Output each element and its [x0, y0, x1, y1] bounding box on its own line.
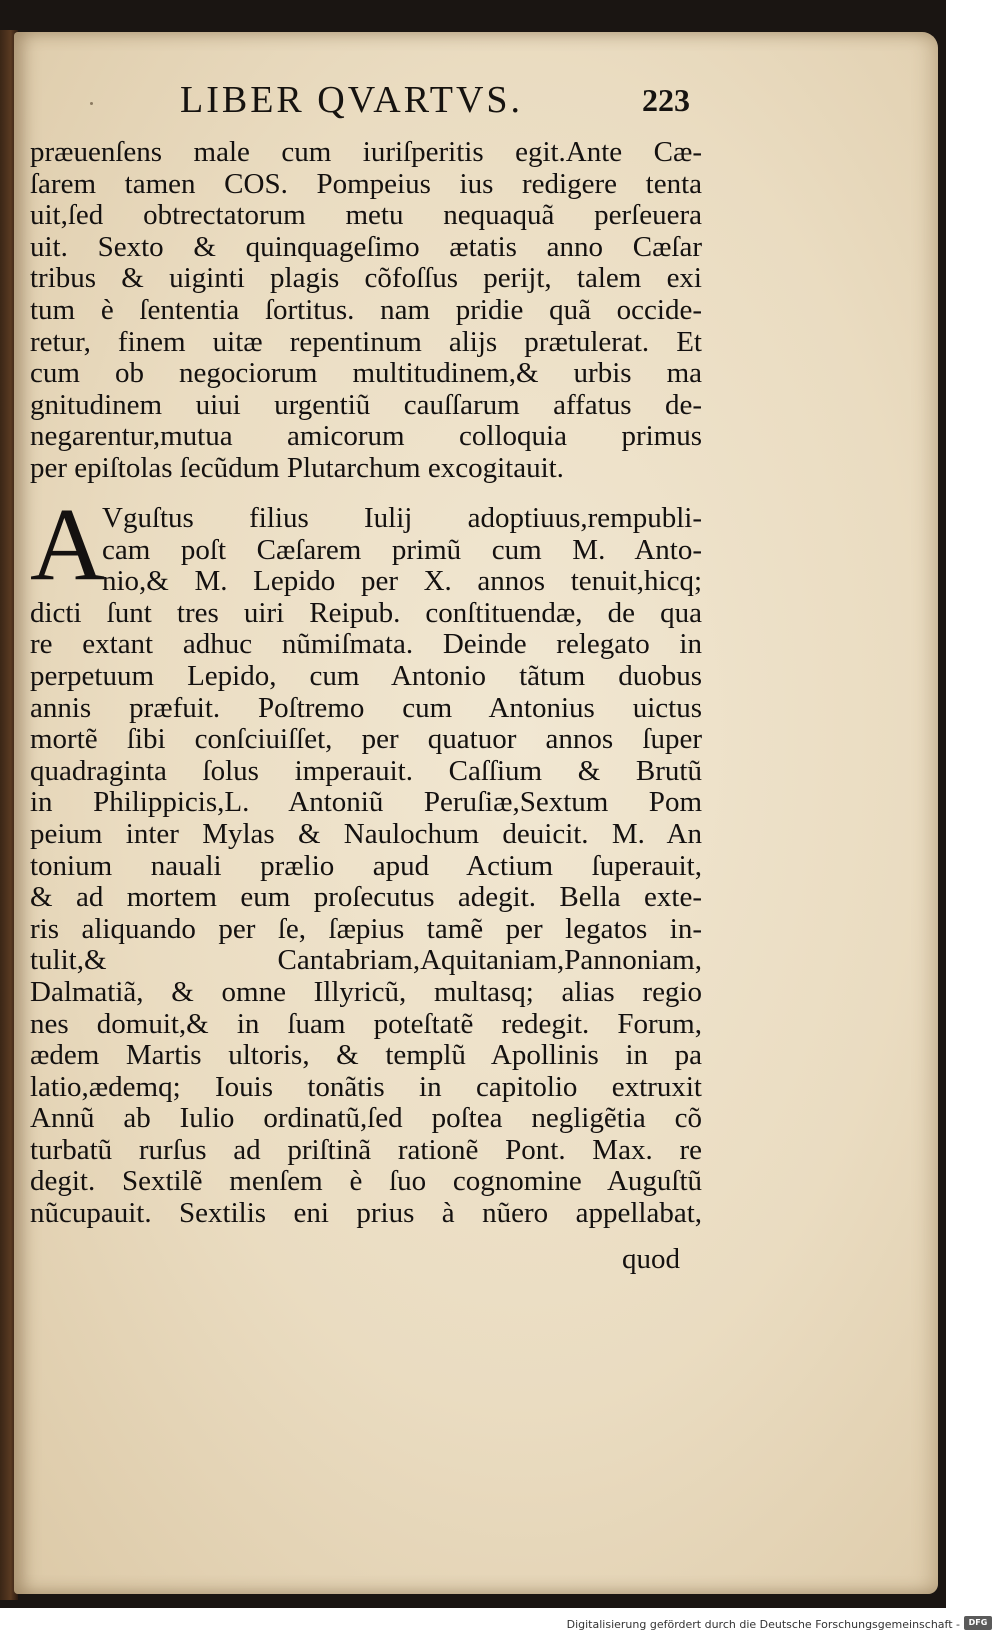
- text-line: ris aliquando per ſe, ſæpius tamẽ per legatos in-: [30, 913, 702, 945]
- text-line: dicti ſunt tres uiri Reipub. conſtituendæ, de qua: [30, 597, 702, 629]
- text-line: cum ob negociorum multitudinem,& urbis ma: [30, 358, 702, 390]
- text-line: Dalmatiã, & omne Illyricũ, multasq; alias regio: [30, 976, 702, 1008]
- paragraph-1: [30, 137, 702, 485]
- text-line: ædem Martis ultoris, & templũ Apollinis in pa: [30, 1040, 702, 1072]
- drop-cap-initial: A: [30, 487, 106, 602]
- text-line: mortẽ ſibi conſciuiſſet, per quatuor annos ſuper: [30, 724, 702, 756]
- text-line: cam poſt Cæſarem primũ cum M. Anto-: [102, 534, 702, 566]
- text-line: in Philippicis,L. Antoniũ Peruſiæ,Sextum Pom: [30, 787, 702, 819]
- text-line: tulit,& Cantabriam,Aquitaniam,Pannoniam,: [30, 945, 702, 977]
- text-line: tum è ſententia ſortitus. nam pridie quã occide-: [30, 294, 702, 326]
- text-line: per epiſtolas ſecũdum Plutarchum excogitauit.: [30, 452, 564, 484]
- paragraph-2: [30, 487, 702, 1230]
- text-line: uit,ſed obtrectatorum metu nequaquã perſeuera: [30, 200, 702, 232]
- funding-credit: Digitalisierung gefördert durch die Deutsche Forschungsgemeinschaft -: [566, 1618, 960, 1631]
- text-line: nio,& M. Lepido per X. annos tenuit,hicq;: [102, 566, 702, 598]
- text-line: quadraginta ſolus imperauit. Caſſium & Brutũ: [30, 755, 702, 787]
- running-head-title: LIBER QVARTVS.: [180, 79, 524, 121]
- text-line: Annũ ab Iulio ordinatũ,ſed poſtea negligẽtia cõ: [30, 1103, 702, 1135]
- text-line: nũcupauit. Sextilis eni prius à nũero appellabat,: [30, 1198, 702, 1230]
- text-line: & ad mortem eum proſecutus adegit. Bella exte-: [30, 882, 702, 914]
- text-line: perpetuum Lepido, cum Antonio tãtum duobus: [30, 660, 702, 692]
- running-head: [0, 78, 946, 128]
- catchword: quod: [622, 1243, 680, 1275]
- text-line: nes domuit,& in ſuam poteſtatẽ redegit. Forum,: [30, 1008, 702, 1040]
- text-line: præuenſens male cum iuriſperitis egit.Ante Cæ-: [30, 137, 702, 168]
- text-line: annis præfuit. Poſtremo cum Antonius uictus: [30, 692, 702, 724]
- text-line: uit. Sexto & quinquageſimo ætatis anno Cæſar: [30, 231, 702, 263]
- text-line: latio,ædemq; Iouis tonãtis in capitolio extruxit: [30, 1071, 702, 1103]
- text-line: re extant adhuc nũmiſmata. Deinde relegato in: [30, 629, 702, 661]
- text-line: ſarem tamen COS. Pompeius ius redigere tenta: [30, 168, 702, 200]
- dfg-logo: DFG: [964, 1616, 992, 1630]
- digitization-footer: [0, 1610, 1000, 1641]
- text-line: tribus & uiginti plagis cõfoſſus perijt, talem exi: [30, 263, 702, 295]
- text-line: retur, finem uitæ repentinum alijs prætulerat. Et: [30, 326, 702, 358]
- text-line: Vguſtus filius Iulij adoptiuus,rempubli-: [102, 503, 702, 534]
- text-line: turbatũ rurſus ad priſtinã rationẽ Pont. Max. re: [30, 1134, 702, 1166]
- text-line: degit. Sextilẽ menſem è ſuo cognomine Auguſtũ: [30, 1166, 702, 1198]
- text-line: tonium nauali prælio apud Actium ſuperauit,: [30, 850, 702, 882]
- text-line: peium inter Mylas & Naulochum deuicit. M. An: [30, 818, 702, 850]
- page-number: 223: [642, 82, 690, 118]
- text-line: negarentur,mutua amicorum colloquia primus: [30, 421, 702, 453]
- text-line: gnitudinem uiui urgentiũ cauſſarum affatus de-: [30, 389, 702, 421]
